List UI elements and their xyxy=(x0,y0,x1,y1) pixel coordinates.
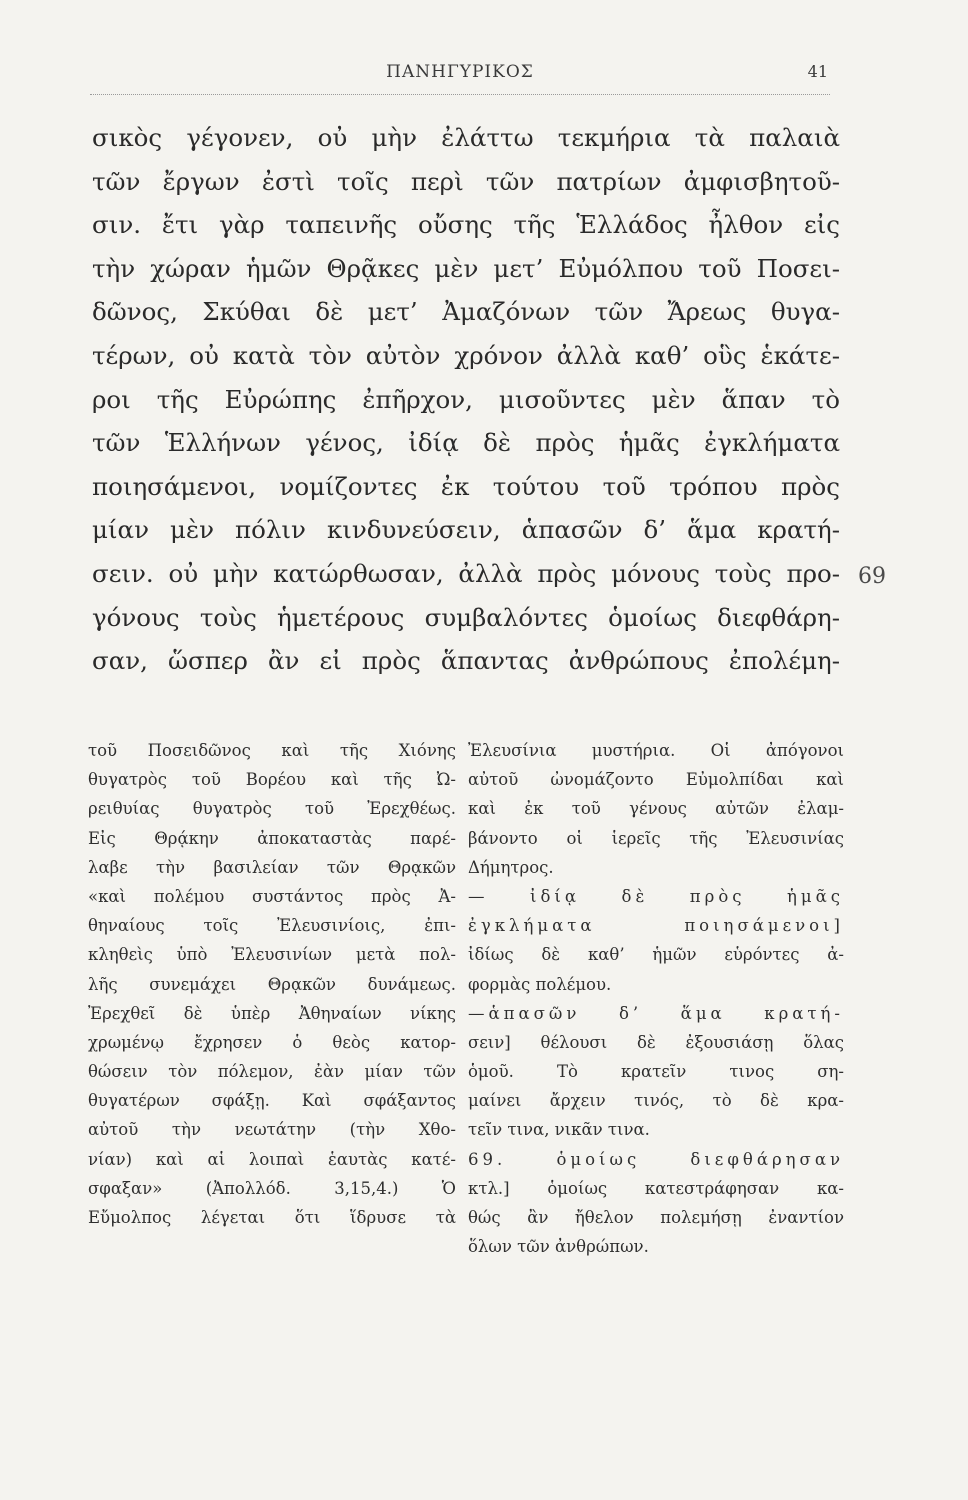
page-header xyxy=(90,58,830,98)
note-line: τεῖν τινα, νικᾶν τινα. xyxy=(468,1120,650,1140)
note-line: λαβε τὴν βασιλείαν τῶν Θρᾳκῶν xyxy=(88,857,456,877)
note-line: φορμὰς πολέμου. xyxy=(468,974,612,994)
note-line: αὐτοῦ τὴν νεωτάτην (τὴν Χθο- xyxy=(88,1120,456,1140)
text-line: σειν. οὐ μὴν κατώρθωσαν, ἀλλὰ πρὸς μόνους τοὺς προ- xyxy=(92,558,840,588)
note-line: Ἐλευσίνια μυστήρια. Οἱ ἀπόγονοι xyxy=(468,741,844,760)
note-line: Ἐρεχθεῖ δὲ ὑπὲρ Ἀθηναίων νίκης xyxy=(88,1003,456,1023)
text-line: δῶνος, Σκύθαι δὲ μετ’ Ἀμαζόνων τῶν Ἄρεως θυγα- xyxy=(92,297,840,327)
note-line: ρειθυίας θυγατρὸς τοῦ Ἐρεχθέως. xyxy=(88,799,456,819)
note-line: θυγατέρων σφάξῃ. Καὶ σφάξαντος xyxy=(88,1091,456,1111)
page-number: 41 xyxy=(807,62,828,81)
note-line: σειν] θέλουσι δὲ ἐξουσιάσῃ ὅλας xyxy=(468,1032,844,1052)
note-line: —ἁπασῶν δ’ ἅμα κρατή- xyxy=(468,1003,844,1023)
main-text xyxy=(92,116,840,683)
notes-left-column xyxy=(88,736,456,1232)
section-number: 69 xyxy=(858,564,886,589)
note-line: αὐτοῦ ὠνομάζοντο Εὐμολπίδαι καὶ xyxy=(468,770,844,790)
text-line: ποιησάμενοι, νομίζοντες ἐκ τούτου τοῦ τρόπου πρὸς xyxy=(92,471,840,501)
note-line: — ἰδίᾳ δὲ πρὸς ἡμᾶς xyxy=(468,886,844,906)
text-line: τῶν ἔργων ἐστὶ τοῖς περὶ τῶν πατρίων ἀμφισβητοῦ- xyxy=(92,166,840,196)
running-title: ΠΑΝΗΓΥΡΙΚΟΣ xyxy=(386,62,534,82)
note-line: ἐγκλήματα ποιησάμενοι] xyxy=(468,916,844,936)
text-line: σικὸς γέγονεν, οὐ μὴν ἐλάττω τεκμήρια τὰ παλαιὰ xyxy=(92,123,840,152)
note-line: λῆς συνεμάχει Θρᾳκῶν δυνάμεως. xyxy=(88,974,456,994)
header-rule xyxy=(90,94,830,95)
note-line: ἰδίως δὲ καθ’ ἡμῶν εὑρόντες ἀ- xyxy=(468,945,844,965)
note-line: ὅλων τῶν ἀνθρώπων. xyxy=(468,1237,649,1257)
note-line: θώσειν τὸν πόλεμον, ἐὰν μίαν τῶν xyxy=(88,1062,456,1082)
note-line: βάνοντο οἱ ἱερεῖς τῆς Ἐλευσινίας xyxy=(468,828,844,848)
text-line: μίαν μὲν πόλιν κινδυνεύσειν, ἁπασῶν δ’ ἅμα κρατή- xyxy=(92,515,840,545)
note-line: Εἰς Θρᾴκην ἀποκαταστὰς παρέ- xyxy=(88,828,456,848)
note-line: θυγατρὸς τοῦ Βορέου καὶ τῆς Ὠ- xyxy=(88,770,456,790)
text-line: γόνους τοὺς ἡμετέρους συμβαλόντες ὁμοίως διεφθάρη- xyxy=(92,602,840,632)
note-line: σφαξαν» (Ἀπολλόδ. 3,15,4.) Ὁ xyxy=(88,1178,456,1198)
note-line: μαίνει ἄρχειν τινός, τὸ δὲ κρα- xyxy=(468,1091,844,1111)
note-line: 69. ὁμοίως διεφθάρησαν xyxy=(468,1149,844,1169)
note-line: «καὶ πολέμου συστάντος πρὸς Ἀ- xyxy=(88,886,456,906)
text-line: τῶν Ἑλλήνων γένος, ἰδίᾳ δὲ πρὸς ἡμᾶς ἐγκλήματα xyxy=(92,428,840,458)
note-line: ὁμοῦ. Τὸ κρατεῖν τινος ση- xyxy=(468,1062,844,1082)
note-line: κτλ.] ὁμοίως κατεστράφησαν κα- xyxy=(468,1178,844,1198)
note-line: καὶ ἐκ τοῦ γένους αὐτῶν ἐλαμ- xyxy=(468,799,844,819)
note-line: θώς ἂν ἤθελον πολεμήσῃ ἐναντίον xyxy=(468,1208,844,1227)
note-line: Εὔμολπος λέγεται ὅτι ἵδρυσε τὰ xyxy=(88,1208,456,1227)
note-line: Δήμητρος. xyxy=(468,857,554,877)
note-line: νίαν) καὶ αἱ λοιπαὶ ἑαυτὰς κατέ- xyxy=(88,1149,456,1169)
text-line: σαν, ὥσπερ ἂν εἰ πρὸς ἅπαντας ἀνθρώπους ἐπολέμη- xyxy=(92,646,840,676)
note-line: κληθεὶς ὑπὸ Ἐλευσινίων μετὰ πολ- xyxy=(88,945,456,965)
footnotes xyxy=(88,736,844,1326)
text-line: τέρων, οὐ κατὰ τὸν αὐτὸν χρόνον ἀλλὰ καθ’ οὓς ἑκάτε- xyxy=(92,340,840,370)
note-line: χρωμένῳ ἔχρησεν ὁ θεὸς κατορ- xyxy=(88,1032,456,1052)
text-line: ροι τῆς Εὐρώπης ἐπῆρχον, μισοῦντες μὲν ἅπαν τὸ xyxy=(92,384,840,414)
text-line: τὴν χώραν ἡμῶν Θρᾷκες μὲν μετ’ Εὐμόλπου τοῦ Ποσει- xyxy=(92,253,840,283)
text-line: σιν. ἔτι γὰρ ταπεινῆς οὔσης τῆς Ἑλλάδος ἦλθον εἰς xyxy=(92,210,840,240)
notes-right-column xyxy=(468,736,844,1261)
note-line: τοῦ Ποσειδῶνος καὶ τῆς Χιόνης xyxy=(88,741,456,760)
note-line: θηναίους τοῖς Ἐλευσινίοις, ἐπι- xyxy=(88,916,456,936)
